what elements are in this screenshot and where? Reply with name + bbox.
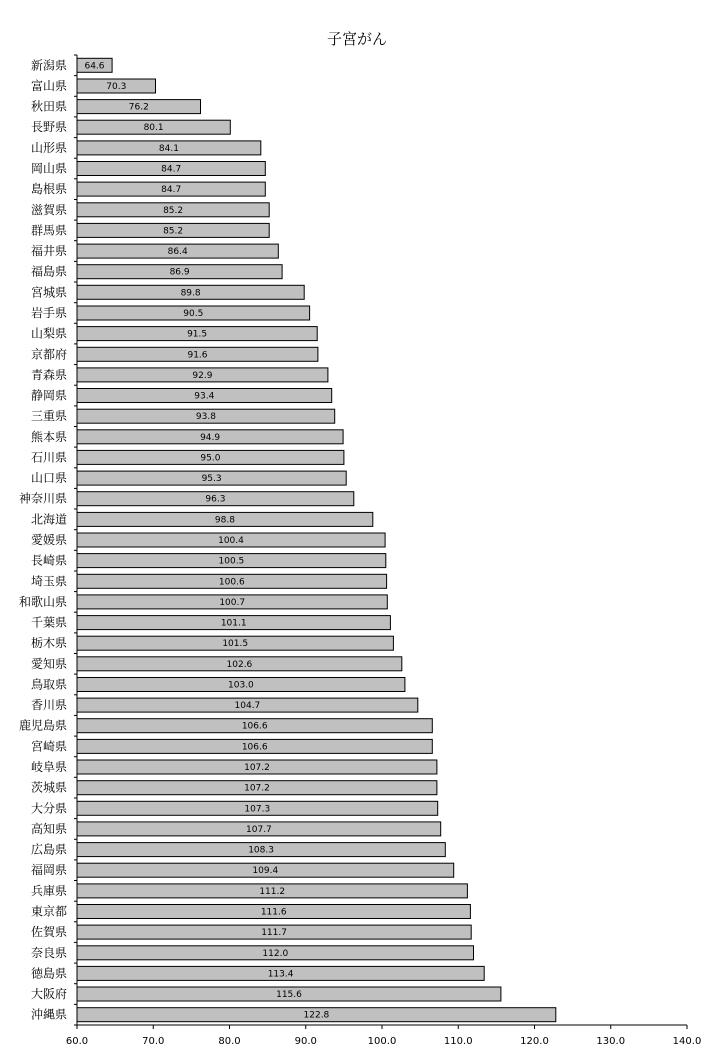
data-label: 113.4: [267, 969, 294, 980]
data-label: 98.8: [214, 515, 235, 526]
category-label: 奈良県: [30, 945, 67, 960]
data-label: 91.5: [187, 329, 208, 340]
data-label: 122.8: [303, 1010, 330, 1021]
category-label: 岩手県: [30, 306, 67, 320]
category-label: 山口県: [30, 471, 67, 486]
data-label: 104.7: [234, 701, 261, 712]
category-label: 静岡県: [30, 388, 67, 403]
category-label: 群馬県: [30, 223, 67, 238]
category-label: 愛知県: [30, 656, 67, 671]
category-label: 兵庫県: [30, 883, 67, 898]
x-tick-label: 80.0: [218, 1036, 241, 1047]
data-label: 100.7: [219, 597, 246, 608]
data-label: 86.4: [167, 247, 188, 258]
x-tick-label: 70.0: [142, 1036, 165, 1047]
x-tick-label: 100.0: [367, 1036, 397, 1047]
category-label: 山形県: [30, 140, 67, 155]
data-label: 100.4: [218, 536, 244, 546]
data-label: 106.6: [241, 742, 268, 753]
category-label: 福島県: [30, 264, 67, 279]
x-tick-label: 130.0: [596, 1036, 626, 1047]
data-label: 106.6: [241, 721, 268, 732]
category-label: 島根県: [30, 182, 67, 197]
category-label: 北海道: [30, 512, 67, 527]
category-label: 京都府: [30, 347, 67, 362]
data-label: 85.2: [163, 226, 184, 237]
data-label: 103.0: [228, 680, 254, 691]
data-label: 111.6: [260, 907, 287, 918]
data-label: 92.9: [192, 370, 213, 381]
category-label: 茨城県: [30, 780, 67, 795]
x-tick-label: 90.0: [294, 1036, 317, 1047]
category-label: 佐賀県: [30, 925, 67, 940]
chart-title: 子宮がん: [326, 30, 388, 48]
data-label: 86.9: [169, 267, 190, 278]
data-label: 115.6: [276, 990, 302, 1000]
data-label: 80.1: [143, 123, 164, 134]
data-label: 100.6: [218, 577, 245, 588]
data-label: 107.2: [244, 783, 270, 794]
category-label: 鹿児島県: [18, 718, 67, 733]
bars-group: [19, 58, 556, 1021]
data-label: 100.5: [218, 556, 245, 567]
category-label: 栃木県: [30, 636, 67, 651]
data-label: 76.2: [128, 102, 149, 113]
x-tick-label: 140.0: [672, 1036, 702, 1047]
data-label: 96.3: [205, 494, 226, 505]
category-label: 福井県: [30, 244, 67, 259]
data-label: 84.7: [161, 164, 182, 175]
data-label: 101.1: [220, 618, 247, 629]
category-label: 熊本県: [30, 429, 67, 444]
category-label: 香川県: [30, 698, 67, 713]
category-label: 大阪府: [30, 987, 67, 1001]
category-label: 岐阜県: [30, 760, 67, 774]
category-label: 岡山県: [30, 161, 67, 176]
data-label: 64.6: [84, 61, 105, 72]
data-label: 95.3: [201, 474, 222, 485]
category-label: 沖縄県: [30, 1007, 67, 1022]
category-label: 青森県: [30, 367, 67, 382]
category-label: 宮城県: [30, 285, 67, 300]
category-label: 愛媛県: [30, 533, 67, 547]
category-label: 長野県: [30, 120, 67, 135]
category-label: 滋賀県: [30, 202, 67, 217]
category-label: 秋田県: [30, 99, 67, 114]
data-label: 91.6: [187, 350, 208, 361]
category-label: 鳥取県: [30, 677, 67, 692]
x-tick-label: 110.0: [443, 1036, 473, 1047]
data-label: 111.2: [259, 886, 286, 897]
data-label: 95.0: [200, 453, 221, 464]
data-label: 111.7: [261, 928, 287, 939]
data-label: 93.8: [195, 412, 216, 423]
data-label: 102.6: [226, 659, 253, 670]
category-label: 福岡県: [30, 863, 67, 878]
data-label: 109.4: [252, 866, 279, 877]
data-label: 84.1: [158, 143, 179, 154]
category-label: 徳島県: [30, 966, 67, 981]
category-label: 和歌山県: [18, 594, 67, 609]
category-label: 石川県: [30, 450, 67, 465]
category-label: 神奈川県: [18, 491, 67, 506]
category-label: 千葉県: [30, 615, 67, 630]
category-label: 三重県: [30, 409, 67, 424]
data-label: 84.7: [161, 185, 182, 196]
x-tick-label: 60.0: [65, 1036, 89, 1047]
data-label: 107.3: [244, 804, 271, 815]
x-tick-label: 120.0: [520, 1036, 549, 1047]
category-label: 新潟県: [30, 58, 67, 73]
data-label: 101.5: [222, 639, 249, 650]
data-label: 90.5: [183, 309, 204, 319]
data-label: 70.3: [106, 82, 127, 92]
data-label: 85.2: [163, 205, 184, 216]
data-label: 108.3: [248, 845, 274, 856]
data-label: 93.4: [194, 391, 215, 402]
data-label: 107.2: [244, 763, 270, 773]
category-label: 東京都: [30, 904, 67, 919]
category-label: 山梨県: [30, 326, 67, 341]
category-label: 埼玉県: [30, 574, 67, 589]
category-label: 富山県: [30, 79, 67, 93]
category-label: 大分県: [30, 801, 67, 816]
category-label: 長崎県: [30, 553, 67, 568]
data-label: 112.0: [262, 948, 289, 959]
data-label: 94.9: [200, 432, 221, 443]
category-label: 広島県: [30, 842, 67, 857]
category-label: 宮崎県: [30, 739, 67, 754]
category-label: 高知県: [30, 821, 67, 836]
data-label: 107.7: [246, 824, 272, 835]
data-label: 89.8: [180, 288, 201, 299]
